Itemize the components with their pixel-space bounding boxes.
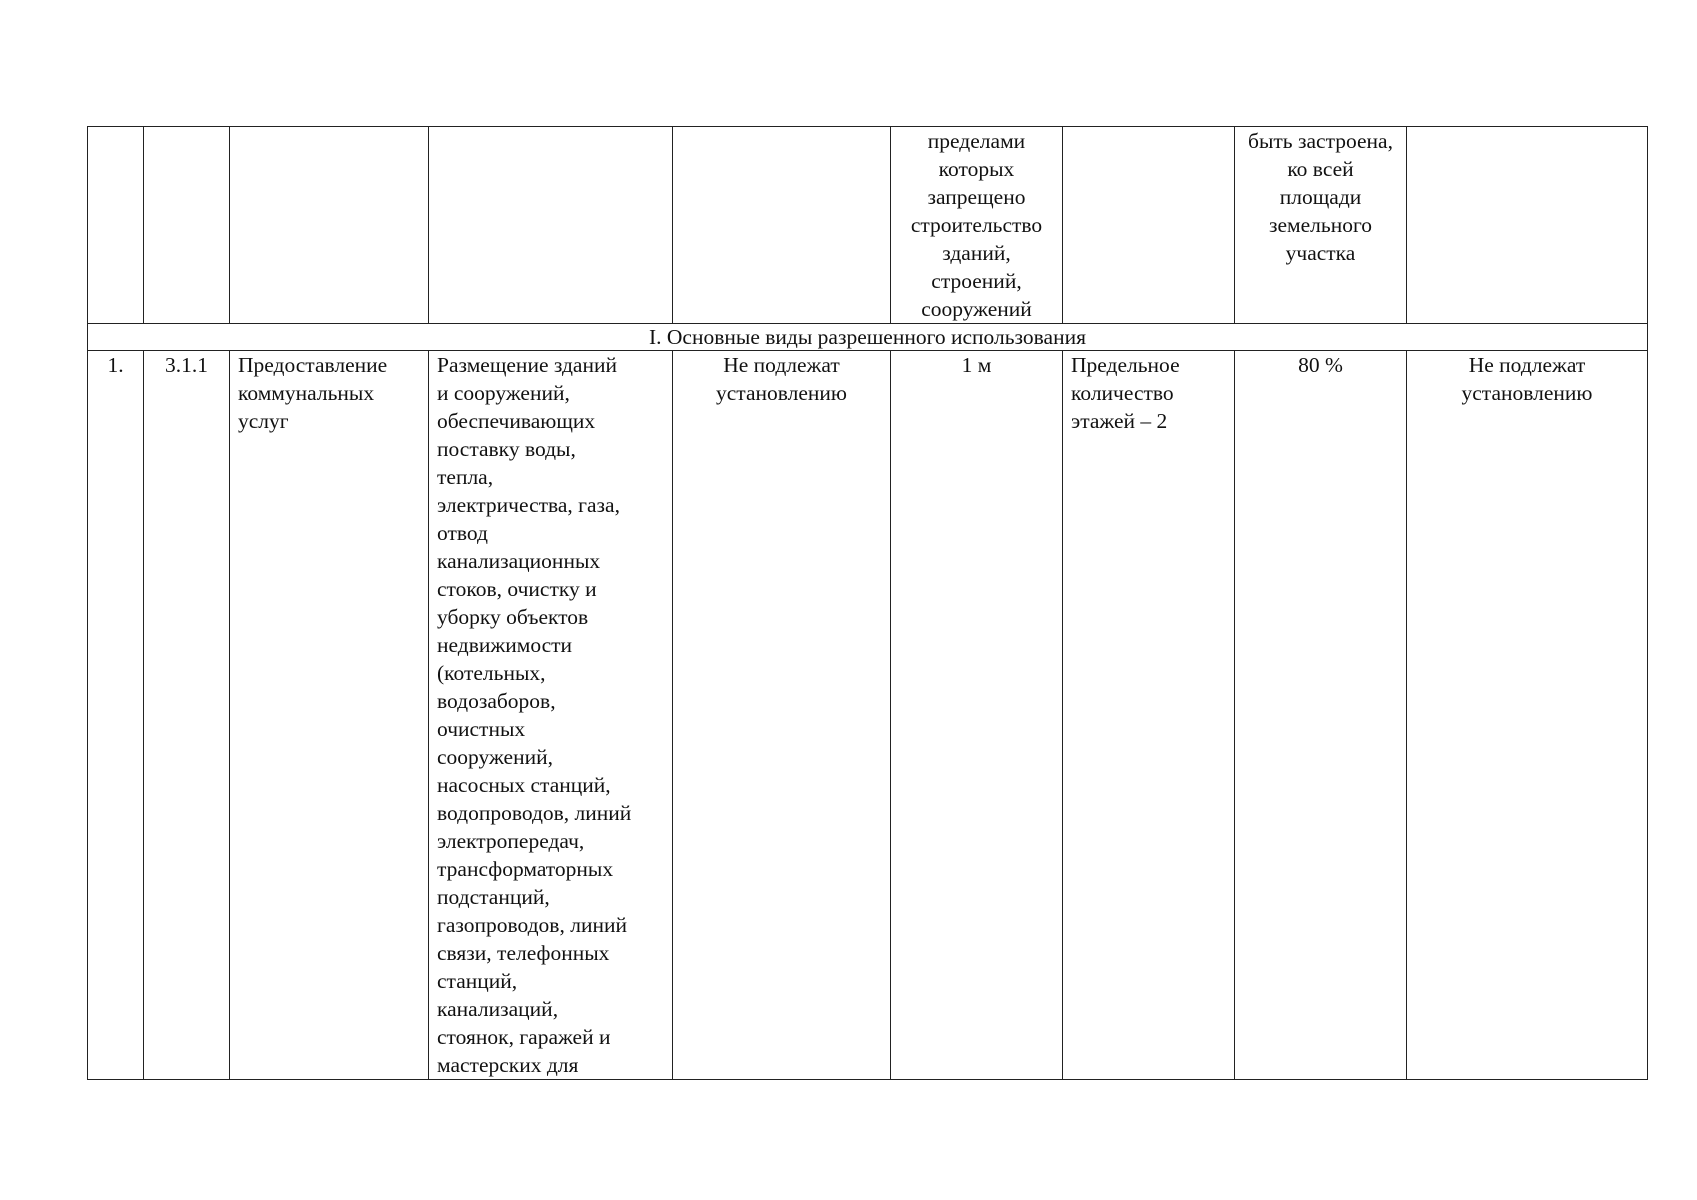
header-cell-setback: пределами которых запрещено строительство зданий, строений, сооружений [891, 127, 1063, 324]
row-floors: Предельное количество этажей – 2 [1063, 351, 1235, 1080]
header-cell-description [429, 127, 673, 324]
row-number: 1. [88, 351, 144, 1080]
zoning-regulations-table [87, 126, 1648, 1080]
header-continuation-row [88, 127, 1648, 324]
row-setback: 1 м [891, 351, 1063, 1080]
header-cell-floors [1063, 127, 1235, 324]
table-row [88, 351, 1648, 1080]
section-title: I. Основные виды разрешенного использования [88, 324, 1648, 351]
row-use-name: Предоставление коммунальных услуг [230, 351, 429, 1080]
header-cell-coverage: быть застроена, ко всей площади земельного участка [1235, 127, 1407, 324]
section-row [88, 324, 1648, 351]
header-cell-plot-size [673, 127, 891, 324]
row-description: Размещение зданий и сооружений, обеспечивающих поставку воды, тепла, электричества, газа, отвод канализационных стоков, очистку и уборку объектов недвижимости (котельных, водозаборов, очистных сооружений, насосных станций, водопроводов, линий электропередач, трансформаторных подстанций, газопроводов, линий связи, телефонных станций, канализаций, стоянок, гаражей и мастерских для [429, 351, 673, 1080]
header-cell-other [1407, 127, 1648, 324]
row-coverage: 80 % [1235, 351, 1407, 1080]
row-code: 3.1.1 [144, 351, 230, 1080]
header-cell-number [88, 127, 144, 324]
header-cell-use-name [230, 127, 429, 324]
row-plot-size: Не подлежат установлению [673, 351, 891, 1080]
row-other: Не подлежат установлению [1407, 351, 1648, 1080]
header-cell-code [144, 127, 230, 324]
